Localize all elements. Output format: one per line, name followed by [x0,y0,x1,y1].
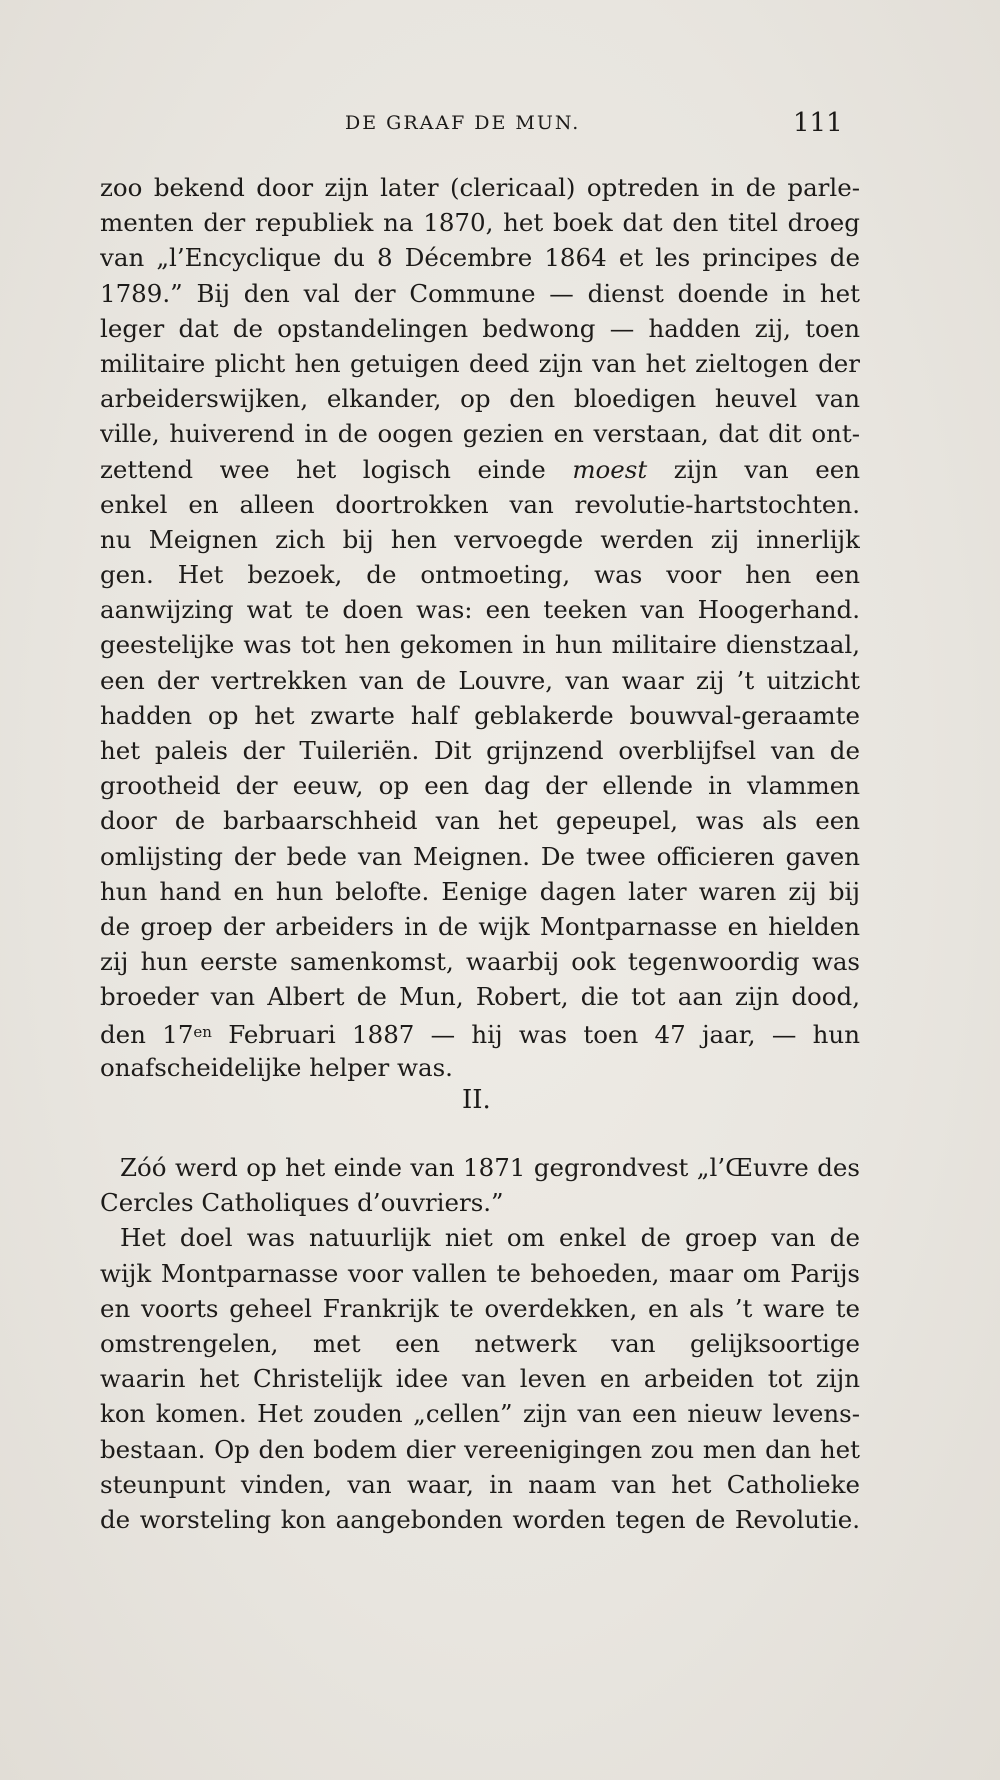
paragraph-1 [100,170,860,1085]
text-line-start: zettend wee het logisch einde [100,454,573,484]
text-line: kon komen. Het zouden „cellen” zijn van een nieuw levens- [100,1399,860,1429]
ordinal-superscript: en [193,1022,212,1041]
text-line: omstrengelen, met een netwerk van gelijksoortige [100,1328,860,1358]
text-line: Het doel was natuurlijk niet om enkel de groep van de [120,1223,860,1253]
text-line-end: zijn van een [673,454,860,484]
text-line: van „l’Encyclique du 8 Décembre 1864 et les principes de [100,243,860,273]
text-line [100,1015,860,1050]
text-line: bestaan. Op den bodem dier vereenigingen zou men dan het [100,1434,860,1464]
text-line: door de barbaarschheid van het gepeupel, was als een [100,806,860,836]
text-line: omlijsting der bede van Meignen. De twee officieren gaven [100,841,860,871]
text-line: zij hun eerste samenkomst, waarbij ook tegenwoordig was [100,947,860,977]
text-line: broeder van Albert de Mun, Robert, die tot aan zijn dood, [100,982,860,1012]
text-line-start: den 17 [100,1019,194,1049]
text-line: het paleis der Tuileriën. Dit grijnzend overblijfsel van de [100,736,860,765]
text-line: geestelijke was tot hen gekomen in hun militaire dienstzaal, [100,630,860,660]
text-line: ville, huiverend in de oogen gezien en verstaan, dat dit ont- [100,419,860,449]
text-line: een der vertrekken van de Louvre, van waar zij ’t uitzicht [100,665,860,695]
text-line: onafscheidelijke helper was. [100,1052,453,1082]
text-line-end: Februari 1887 — hij was toen 47 jaar, — hun [211,1019,860,1049]
page-number: 111 [793,108,843,138]
text-line: grootheid der eeuw, op een dag der ellende in vlammen [100,771,860,801]
text-line: hadden op het zwarte half geblakerde bouwval-geraamte [100,700,860,730]
text-line: zoo bekend door zijn later (clericaal) optreden in de parle- [100,173,860,202]
text-line: en voorts geheel Frankrijk te overdekken, en als ’t ware te [100,1293,860,1323]
text-line [100,452,860,487]
running-title: DE GRAAF DE MUN. [345,112,581,134]
text-line: leger dat de opstandelingen bedwong — hadden zij, toen [100,313,860,343]
text-line: nu Meignen zich bij hen vervoegde werden zij innerlijk [100,524,860,554]
text-line: hun hand en hun belofte. Eenige dagen later waren zij bij [100,876,860,906]
text-line: de worsteling kon aangebonden worden tegen de Revolutie. [100,1504,860,1534]
section-body [100,1150,860,1537]
text-line: aanwijzing wat te doen was: een teeken van Hoogerhand. [100,595,860,625]
text-line: waarin het Christelijk idee van leven en arbeiden tot zijn [100,1364,860,1394]
text-line: Zóó werd op het einde van 1871 gegrondvest „l’Œuvre des [120,1153,860,1182]
text-line: menten der republiek na 1870, het boek dat den titel droeg [100,208,860,238]
text-line: arbeiderswijken, elkander, op den bloedigen heuvel van [100,384,860,414]
text-line: steunpunt vinden, van waar, in naam van het Catholieke [100,1469,860,1499]
text-line: wijk Montparnasse voor vallen te behoeden, maar om Parijs [100,1258,860,1288]
text-line: Cercles Catholiques d’ouvriers.” [100,1188,504,1218]
text-line: militaire plicht hen getuigen deed zijn van het zieltogen der [100,348,860,378]
italic-word: moest [572,454,648,484]
text-line: 1789.” Bij den val der Commune — dienst doende in het [100,278,860,308]
text-line: gen. Het bezoek, de ontmoeting, was voor hen een [100,560,860,590]
section-heading: II. [462,1085,491,1115]
text-line: enkel en alleen doortrokken van revolutie-hartstochten. [100,489,860,519]
text-line: de groep der arbeiders in de wijk Montparnasse en hielden [100,911,860,941]
